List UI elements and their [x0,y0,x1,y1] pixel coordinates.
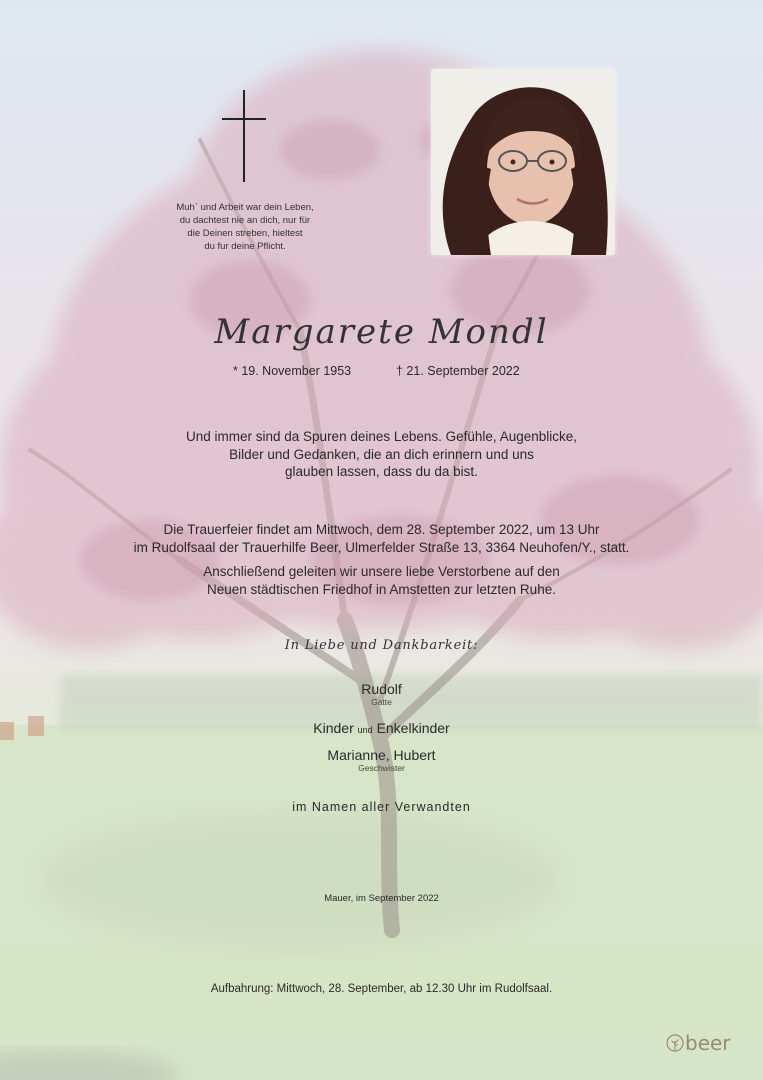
quote-line: glauben lassen, dass du da bist. [285,464,478,479]
poem-line: die Deinen streben, hieltest [187,228,303,239]
beer-logo [666,1031,738,1057]
poem-line: du dachtest nie an dich, nur für [179,215,311,226]
mourner-name: Rudolf [361,681,402,697]
burial-info [100,563,663,598]
poem [140,201,350,253]
deceased-name: Margarete Mondl [214,312,549,352]
ceremony-line: Die Trauerfeier findet am Mittwoch, dem 28. September 2022, um 13 Uhr [163,522,600,537]
mourner-name: Marianne, Hubert [327,747,436,763]
mourner [0,681,763,707]
mourner-role: Geschwister [358,763,405,773]
quote-line: Und immer sind da Spuren deines Lebens. Gefühle, Augenblicke, [186,429,577,444]
tree-logo-icon [666,1034,684,1052]
burial-line: Anschließend geleiten wir unsere liebe Verstorbene auf den [203,564,560,579]
poem-line: du fur deine Pflicht. [204,241,286,252]
mourner [0,720,763,738]
mourner-name-part: Kinder [313,720,354,736]
relatives-line: im Namen aller Verwandten [292,800,471,814]
mourner-name [0,720,763,738]
cross-icon [222,90,266,182]
quote-line: Bilder und Gedanken, die an dich erinnern und uns [229,446,534,462]
in-love-heading: In Liebe und Dankbarkeit: [284,638,479,653]
viewing-info: Aufbahrung: Mittwoch, 28. September, ab 12.30 Uhr im Rudolfsaal. [210,983,553,995]
logo-text: beer [685,1031,731,1055]
mourner-connector: und [357,725,373,735]
place-date: Mauer, im September 2022 [324,893,439,904]
memorial-quote [100,428,663,481]
mourner-role: Gatte [371,697,392,707]
birth-date: * 19. November 1953 [233,364,352,378]
mourner-name-part: Enkelkinder [376,720,450,736]
death-date: † 21. September 2022 [396,364,520,378]
portrait-photo [431,69,615,255]
mourner [0,747,763,773]
poem-line: Muh` und Arbeit war dein Leben, [176,202,314,213]
ceremony-line: im Rudolfsaal der Trauerhilfe Beer, Ulmerfelder Straße 13, 3364 Neuhofen/Y., statt. [133,539,630,555]
ceremony-info [100,521,663,556]
burial-line: Neuen städtischen Friedhof in Amstetten zur letzten Ruhe. [207,581,556,597]
